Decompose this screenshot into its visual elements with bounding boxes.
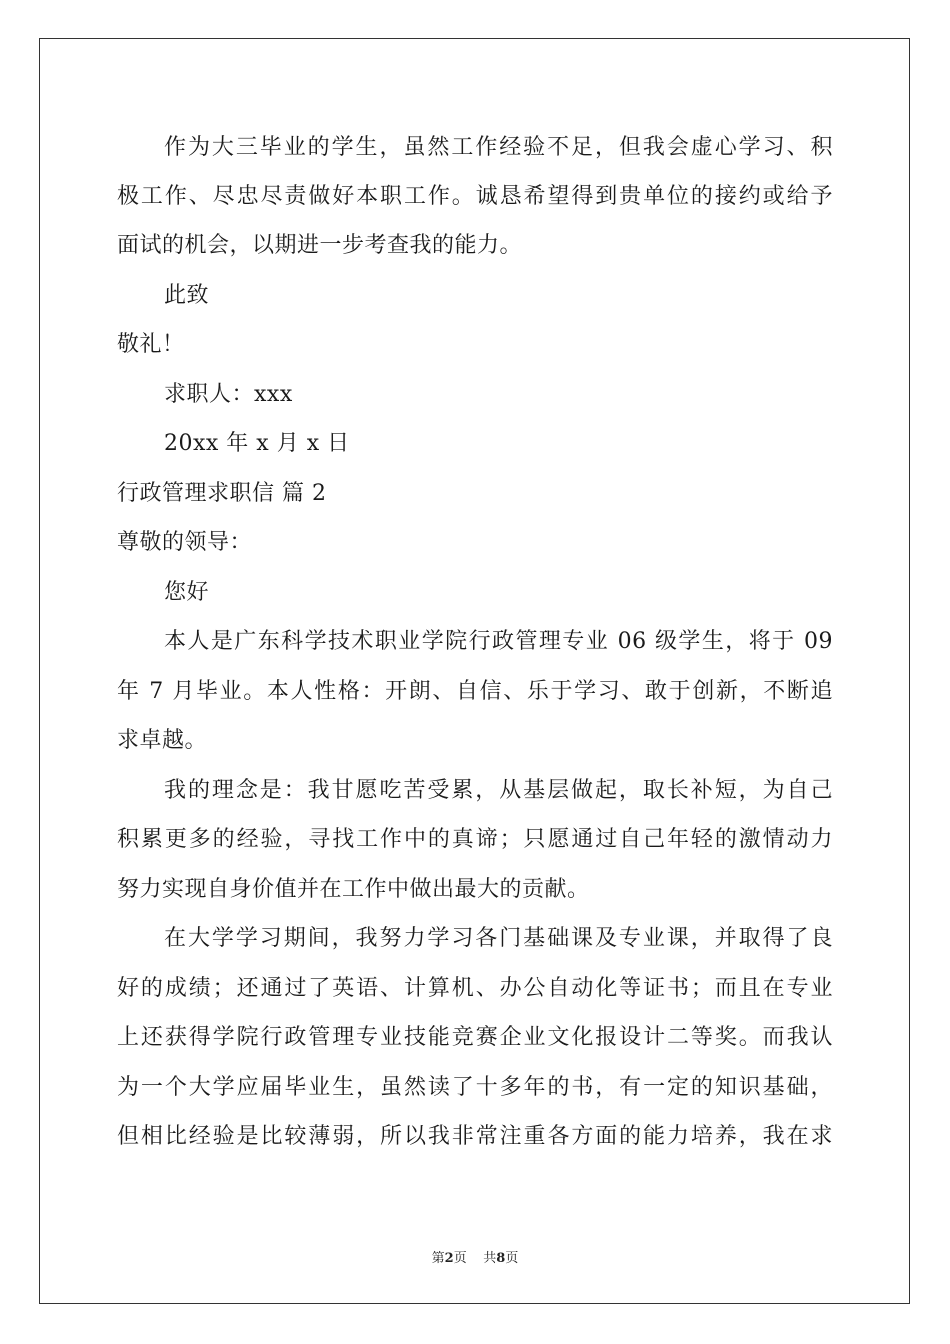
paragraph-line: 努力实现自身价值并在工作中做出最大的贡献。 bbox=[117, 877, 590, 902]
paragraph-line: 求卓越。 bbox=[117, 728, 208, 753]
paragraph-line: 我的理念是：我甘愿吃苦受累，从基层做起，取长补短，为自己 bbox=[164, 778, 833, 803]
footer-page-suffix: 页 bbox=[453, 1251, 467, 1266]
page-footer bbox=[0, 1247, 950, 1266]
footer-total-pages: 8 bbox=[496, 1251, 506, 1266]
footer-total-prefix: 共 bbox=[483, 1251, 497, 1266]
paragraph-line: 极工作、尽忠尽责做好本职工作。诚恳希望得到贵单位的接约或给予 bbox=[117, 184, 833, 209]
paragraph-line: 但相比经验是比较薄弱，所以我非常注重各方面的能力培养，我在求 bbox=[117, 1124, 833, 1149]
closing-salutation: 此致 bbox=[164, 283, 210, 308]
paragraph-line: 年 7 月毕业。本人性格：开朗、自信、乐于学习、敢于创新，不断追 bbox=[117, 679, 833, 704]
paragraph-line: 为一个大学应届毕业生，虽然读了十多年的书，有一定的知识基础， bbox=[117, 1075, 833, 1100]
paragraph-line: 面试的机会，以期进一步考查我的能力。 bbox=[117, 233, 523, 258]
footer-page-number: 2 bbox=[444, 1251, 454, 1266]
closing-regards: 敬礼！ bbox=[117, 332, 185, 357]
paragraph-line: 在大学学习期间，我努力学习各门基础课及专业课，并取得了良 bbox=[164, 926, 833, 951]
greeting: 尊敬的领导： bbox=[117, 530, 253, 555]
footer-prefix: 第 bbox=[431, 1251, 445, 1266]
paragraph-line: 上还获得学院行政管理专业技能竞赛企业文化报设计二等奖。而我认 bbox=[117, 1025, 833, 1050]
paragraph-line: 作为大三毕业的学生，虽然工作经验不足，但我会虚心学习、积 bbox=[164, 135, 833, 160]
greeting-hello: 您好 bbox=[164, 580, 210, 605]
paragraph-line: 积累更多的经验，寻找工作中的真谛；只愿通过自己年轻的激情动力 bbox=[117, 827, 833, 852]
signature-date: 20xx 年 x 月 x 日 bbox=[164, 431, 350, 456]
paragraph-line: 好的成绩；还通过了英语、计算机、办公自动化等证书；而且在专业 bbox=[117, 976, 833, 1001]
section-title: 行政管理求职信 篇 2 bbox=[117, 481, 327, 506]
footer-total-suffix: 页 bbox=[505, 1251, 519, 1266]
signature-applicant: 求职人：xxx bbox=[164, 382, 293, 407]
paragraph-line: 本人是广东科学技术职业学院行政管理专业 06 级学生，将于 09 bbox=[164, 629, 833, 654]
